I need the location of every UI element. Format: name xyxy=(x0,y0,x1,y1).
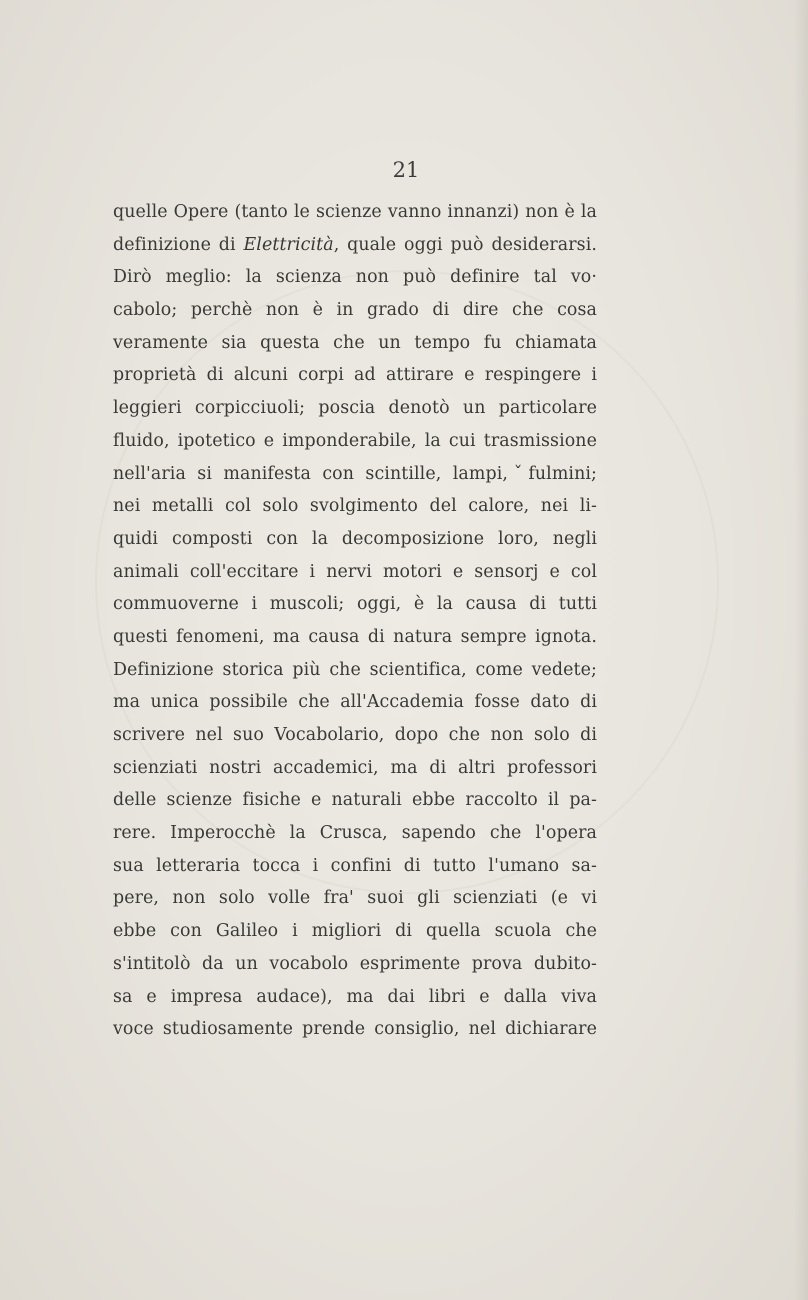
text-line: commuoverne i muscoli; oggi, è la causa di tutti xyxy=(113,594,597,615)
text-line: veramente sia questa che un tempo fu chiamata xyxy=(113,332,597,353)
text-line: sua letteraria tocca i confini di tutto l'umano sa- xyxy=(113,855,597,876)
text-line: proprietà di alcuni corpi ad attirare e respingere i xyxy=(113,365,597,386)
text-line: delle scienze fisiche e naturali ebbe raccolto il pa- xyxy=(113,790,597,811)
text-line: s'intitolò da un vocabolo esprimente prova dubito- xyxy=(113,953,597,974)
text-line: rere. Imperocchè la Crusca, sapendo che l'opera xyxy=(113,823,597,844)
text-line: sa e impresa audace), ma dai libri e dalla viva xyxy=(113,986,597,1007)
text-line: ebbe con Galileo i migliori di quella scuola che xyxy=(113,921,597,942)
text-line: nei metalli col solo svolgimento del calore, nei li- xyxy=(113,496,597,517)
text-line: animali coll'eccitare i nervi motori e sensorj e col xyxy=(113,561,597,582)
text-line: definizione di Elettricità, quale oggi può desiderarsi. xyxy=(113,234,597,255)
text-line: ma unica possibile che all'Accademia fosse dato di xyxy=(113,692,597,713)
text-line: quidi composti con la decomposizione loro, negli xyxy=(113,528,597,549)
italic-term: Elettricità xyxy=(243,234,334,255)
text-line: fluido, ipotetico e imponderabile, la cui trasmissione xyxy=(113,430,597,451)
page-edge-shadow xyxy=(794,0,808,1300)
text-line: Dirò meglio: la scienza non può definire tal vo· xyxy=(113,267,597,288)
text-line: questi fenomeni, ma causa di natura sempre ignota. xyxy=(113,626,597,647)
text-line: Definizione storica più che scientifica, come vedete; xyxy=(113,659,597,680)
text-line: voce studiosamente prende consiglio, nel dichiarare xyxy=(113,1019,597,1040)
text-line: quelle Opere (tanto le scienze vanno innanzi) non è la xyxy=(113,202,597,222)
text-line: scienziati nostri accademici, ma di altri professori xyxy=(113,757,597,778)
body-text xyxy=(113,196,597,1046)
text-line: pere, non solo volle fra' suoi gli scienziati (e vi xyxy=(113,888,597,909)
text-line: cabolo; perchè non è in grado di dire che cosa xyxy=(113,300,597,321)
text-line: nell'aria si manifesta con scintille, lampi,ˇfulmini; xyxy=(113,463,597,484)
page-number: 21 xyxy=(392,158,420,182)
text-line: leggieri corpicciuoli; poscia denotò un particolare xyxy=(113,398,597,419)
text-line: scrivere nel suo Vocabolario, dopo che non solo di xyxy=(113,725,597,745)
